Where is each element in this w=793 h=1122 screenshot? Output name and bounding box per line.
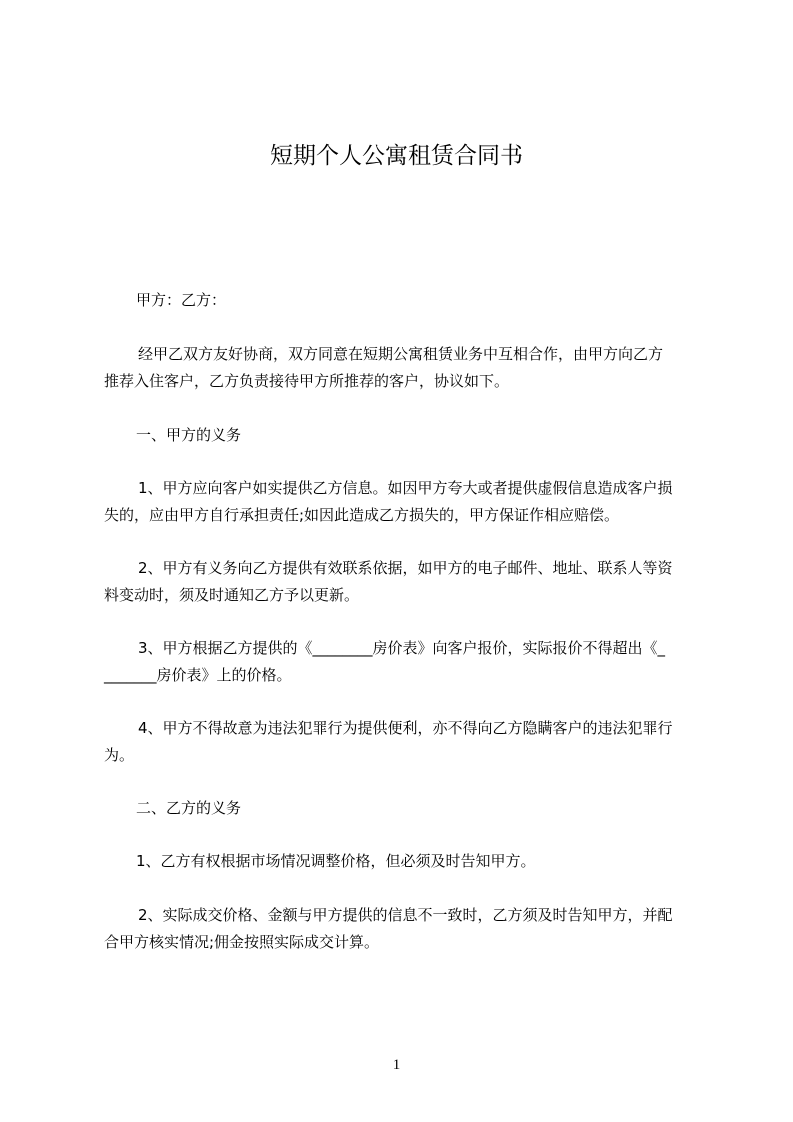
section1-item-3-line-2: _______房价表》上的价格。 (104, 666, 292, 684)
section1-item-1-line-1: 1、甲方应向客户如实提供乙方信息。如因甲方夸大或者提供虚假信息造成客户损 (138, 479, 673, 497)
section2-heading-text: 二、乙方的义务 (136, 799, 242, 817)
parties-line (104, 287, 708, 314)
section1-heading (104, 422, 708, 449)
intro-line-2: 推荐入住客户，乙方负责接待甲方所推荐的客户，协议如下。 (104, 372, 510, 390)
document-title: 短期个人公寓租赁合同书 (270, 143, 523, 169)
section1-heading-text: 一、甲方的义务 (136, 426, 242, 444)
page-number: 1 (392, 1057, 401, 1073)
section1-item-2-line-1: 2、甲方有义务向乙方提供有效联系依据，如甲方的电子邮件、地址、联系人等资 (138, 559, 673, 577)
section2-item-1 (104, 848, 708, 875)
section1-item-2 (104, 555, 708, 609)
section2-item-2-line-2: 合甲方核实情况;佣金按照实际成交计算。 (104, 933, 380, 951)
intro-line-1: 经甲乙双方友好协商，双方同意在短期公寓租赁业务中互相合作，由甲方向乙方 (138, 345, 664, 363)
section1-item-1-line-2: 失的，应由甲方自行承担责任;如因此造成乙方损失的，甲方保证作相应赔偿。 (104, 506, 620, 524)
section1-item-2-line-2: 料变动时，须及时通知乙方予以更新。 (104, 586, 360, 604)
parties-text: 甲方：乙方： (136, 291, 227, 309)
section1-item-4-line-2: 为。 (104, 746, 135, 764)
intro-paragraph (104, 341, 708, 395)
section2-heading (104, 795, 708, 822)
section1-item-4 (104, 715, 708, 769)
section2-item-1-line-1: 1、乙方有权根据市场情况调整价格，但必须及时告知甲方。 (136, 852, 536, 870)
section1-item-3 (104, 635, 708, 689)
section1-item-1 (104, 475, 708, 529)
section2-item-2 (104, 902, 708, 956)
section1-item-3-line-1: 3、甲方根据乙方提供的《________房价表》向客户报价，实际报价不得超出《_ (138, 639, 666, 657)
section1-item-4-line-1: 4、甲方不得故意为违法犯罪行为提供便利，亦不得向乙方隐瞒客户的违法犯罪行 (138, 719, 673, 737)
section2-item-2-line-1: 2、实际成交价格、金额与甲方提供的信息不一致时，乙方须及时告知甲方，并配 (138, 906, 673, 924)
